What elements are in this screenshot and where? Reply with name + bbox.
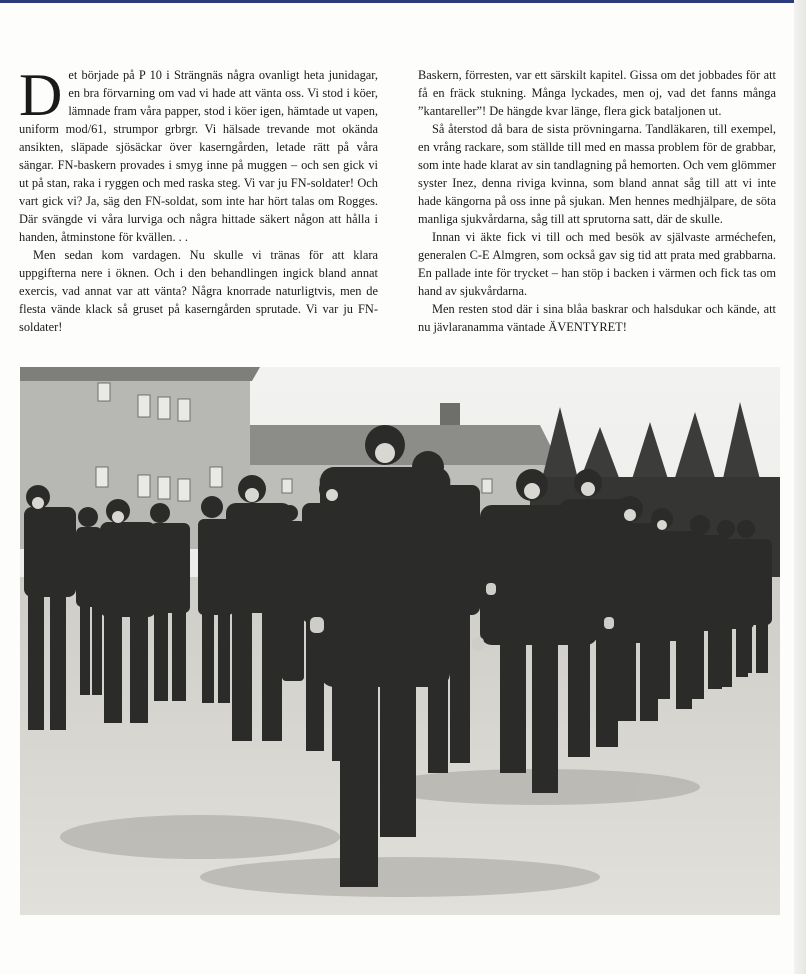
top-rule bbox=[0, 0, 806, 3]
article-paragraph-2: Men sedan kom vardagen. Nu skulle vi tränas för att klara uppgifterna nere i öknen. Och i den behandlingen ingick bland annat exercis, vad annat var att vänta? Några knorrade naturligtvis, men de flesta vände klack så gruset på kaserngården sprutade. Vi var ju FN-soldater! bbox=[19, 248, 378, 334]
article-paragraph-1: Det började på P 10 i Strängnäs några ovanligt heta junidagar, en bra förvarning om vad vi hade att vänta oss. Vi stod i köer, lämnade fram våra papper, stod i köer igen, hämtade ut vapen, uniform mod/61, strumpor grbrgr. Vi hälsade trevande mot okända ansikten, släpade sjösäckar över kaserngården, letade rätt på våra sängar. FN-baskern provades i smyg inne på muggen – och sen gick vi ut på stan, raka i ryggen och med raska steg. Vi var ju FN-soldater! Och vart gick vi? Ja, säg den FN-soldat, som inte har hört talas om Rogges. Där svängde vi våra lurviga och några hittade säkert någon att hålla i handen, åtminstone för kvällen. . . bbox=[19, 62, 378, 244]
article-paragraph-5: Innan vi äkte fick vi till och med besök av självaste arméchefen, generalen C-E Almgren, som också gav sig tid att prata med grabbarna. En pallade inte för trycket – han stöp i backen i värmen och fick tas om hand av sjukvårdarna. bbox=[418, 230, 776, 298]
soldiers-marching-photo bbox=[20, 367, 780, 915]
article-paragraph-6: Men resten stod där i sina blåa baskrar och halsdukar och kände, att nu jävlaranamma väntade ÄVENTYRET! bbox=[418, 302, 776, 334]
page-edge bbox=[794, 0, 806, 974]
article-paragraph-4: Så återstod då bara de sista prövningarna. Tandläkaren, till exempel, en vrång rackare, som ställde till med en massa problem för de grabbar, som inte hade klarat av sin tandlagning på hemorten. Och vem glömmer syster Inez, denna riviga kvinna, som bland annat såg till att vi inte hade kängorna på oss inne på sjukan. Men hennes medhjälpare, de söta manliga sjukvårdarna, såg till att sprutorna satt, där de skulle. bbox=[418, 122, 776, 226]
drop-cap: D bbox=[19, 62, 63, 128]
article-left-column bbox=[19, 62, 378, 336]
article-paragraph-3: Baskern, förresten, var ett särskilt kapitel. Gissa om det jobbades för att få en fräck stukning. Många lyckades, men oj, vad det fanns många ”kantareller”! De hängde kvar länge, flera gick bataljonen ut. bbox=[418, 68, 776, 118]
article-right-column bbox=[418, 66, 776, 336]
